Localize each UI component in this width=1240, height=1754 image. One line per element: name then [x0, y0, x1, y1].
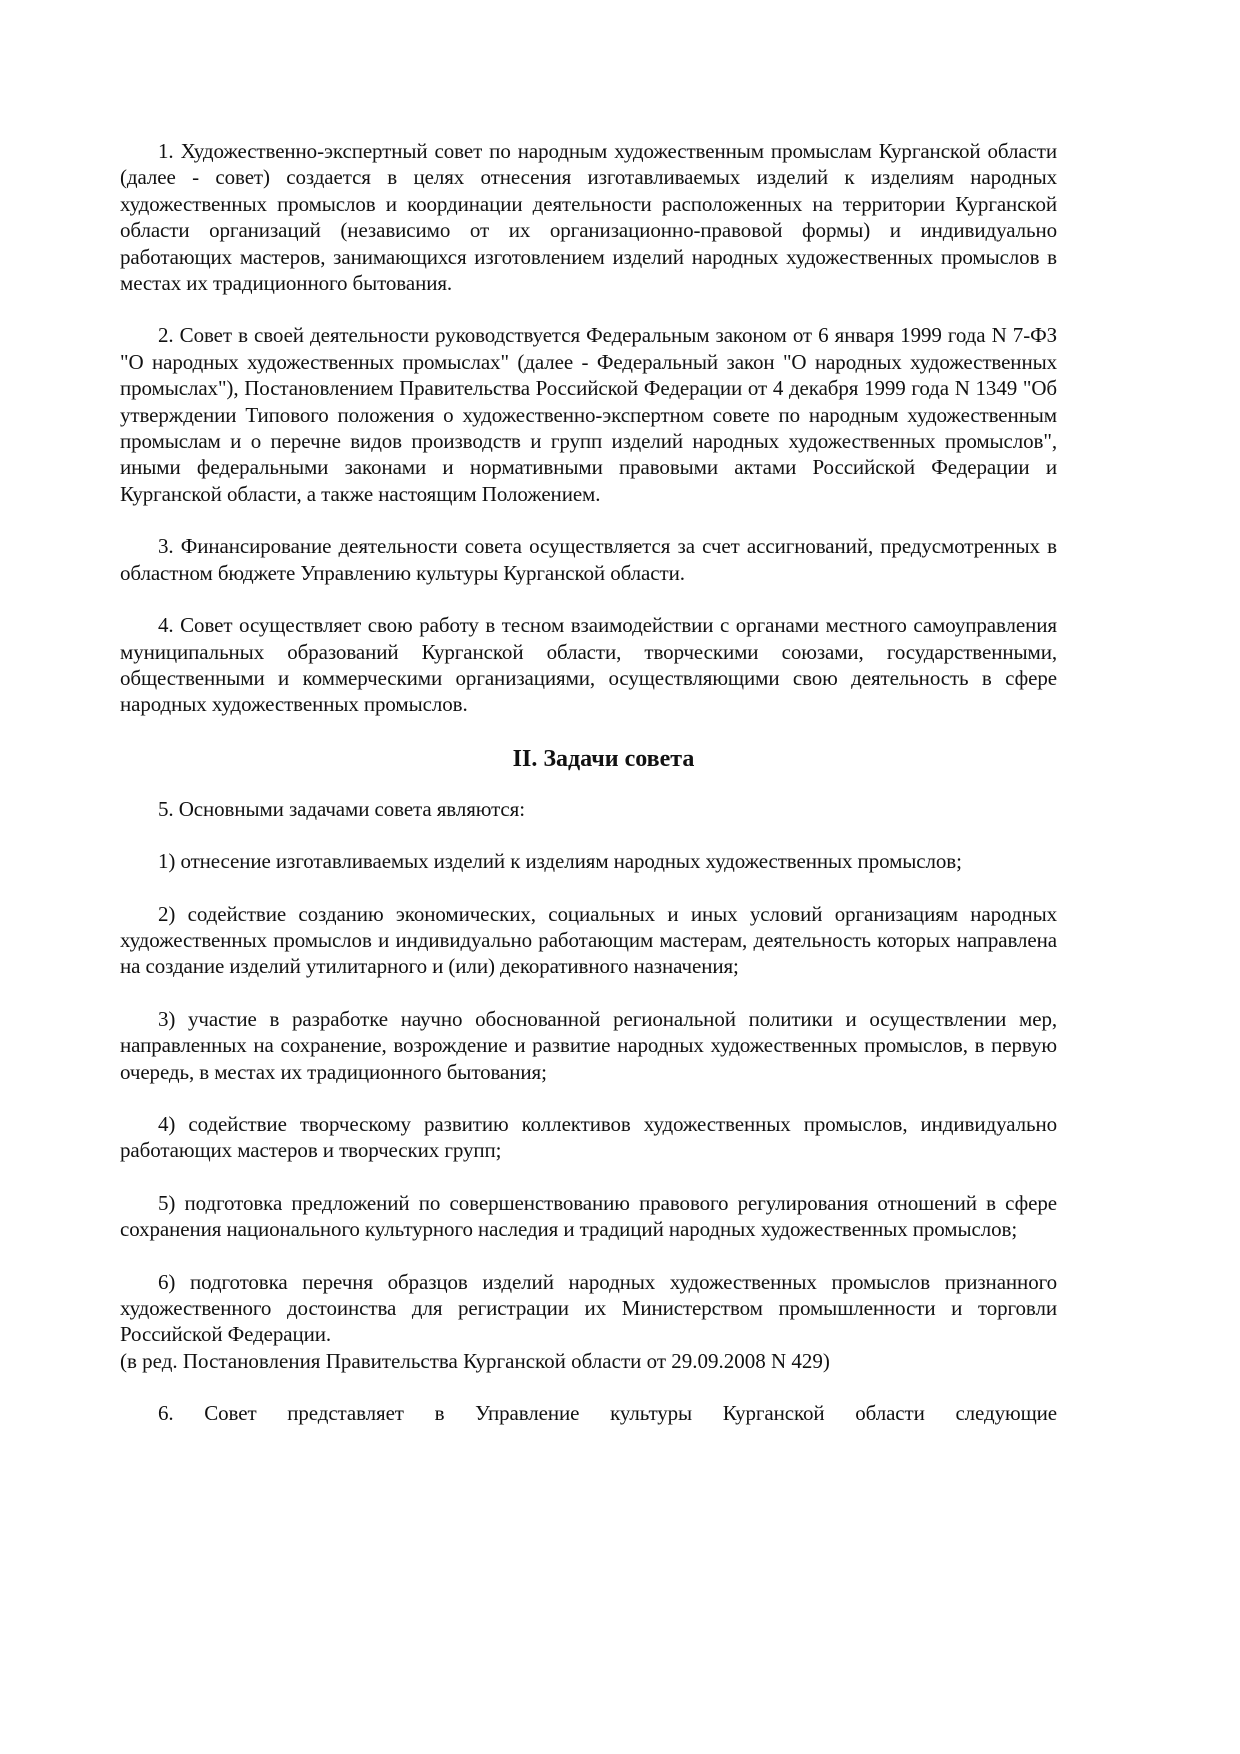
paragraph-1: 1. Художественно-экспертный совет по народным художественным промыслам Курганской области (далее - совет) создается в целях отнесения изготавливаемых изделий к изделиям народных художественных промыслов и координации деятельности расположенных на территории Курганской области организаций (независимо от их организационно-правовой формы) и индивидуально работающих мастеров, занимающихся изготовлением изделий народных художественных промыслов в местах их традиционного бытования.	[120, 139, 1057, 296]
task-item-4: 4) содействие творческому развитию коллективов художественных промыслов, индивидуально работающих мастеров и творческих групп;	[120, 1111, 1057, 1163]
paragraph-3: 3. Финансирование деятельности совета осуществляется за счет ассигнований, предусмотренных в областном бюджете Управлению культуры Курганской области.	[120, 534, 1057, 585]
section-heading-tasks: II. Задачи совета	[512, 745, 695, 772]
paragraph-6-start: 6. Совет представляет в Управление культуры Курганской области следующие	[158, 1401, 1057, 1426]
task-item-5: 5) подготовка предложений по совершенствованию правового регулирования отношений в сфере сохранения национального культурного наследия и традиций народных художественных промыслов;	[120, 1190, 1057, 1242]
paragraph-5-intro: 5. Основными задачами совета являются:	[158, 796, 525, 821]
task-item-3: 3) участие в разработке научно обоснованной региональной политики и осуществлении мер, направленных на сохранение, возрождение и развитие народных художественных промыслов, в первую очередь, в местах их традиционного бытования;	[120, 1006, 1057, 1084]
paragraph-4: 4. Совет осуществляет свою работу в тесном взаимодействии с органами местного самоуправления муниципальных образований Курганской области, творческими союзами, государственными, общественными и коммерческими организациями, осуществляющими свою деятельность в сфере народных художественных промыслов.	[120, 613, 1057, 717]
amendment-note: (в ред. Постановления Правительства Курганской области от 29.09.2008 N 429)	[120, 1348, 830, 1373]
task-item-2: 2) содействие созданию экономических, социальных и иных условий организациям народных художественных промыслов и индивидуально работающим мастерам, деятельность которых направлена на создание изделий утилитарного и (или) декоративного назначения;	[120, 901, 1057, 979]
task-item-1: 1) отнесение изготавливаемых изделий к изделиям народных художественных промыслов;	[158, 849, 962, 874]
paragraph-2: 2. Совет в своей деятельности руководствуется Федеральным законом от 6 января 1999 года N 7-ФЗ "О народных художественных промыслах" (далее - Федеральный закон "О народных художественных промыслах"), Постановлением Правительства Российской Федерации от 4 декабря 1999 года N 1349 "Об утверждении Типового положения о художественно-экспертном совете по народным художественным промыслам и о перечне видов производств и групп изделий народных художественных промыслов", иными федеральными законами и нормативными правовыми актами Российской Федерации и Курганской области, а также настоящим Положением.	[120, 323, 1057, 506]
document-page	[120, 138, 1057, 1453]
task-item-6: 6) подготовка перечня образцов изделий народных художественных промыслов признанного художественного достоинства для регистрации их Министерством промышленности и торговли Российской Федерации.	[120, 1269, 1057, 1347]
